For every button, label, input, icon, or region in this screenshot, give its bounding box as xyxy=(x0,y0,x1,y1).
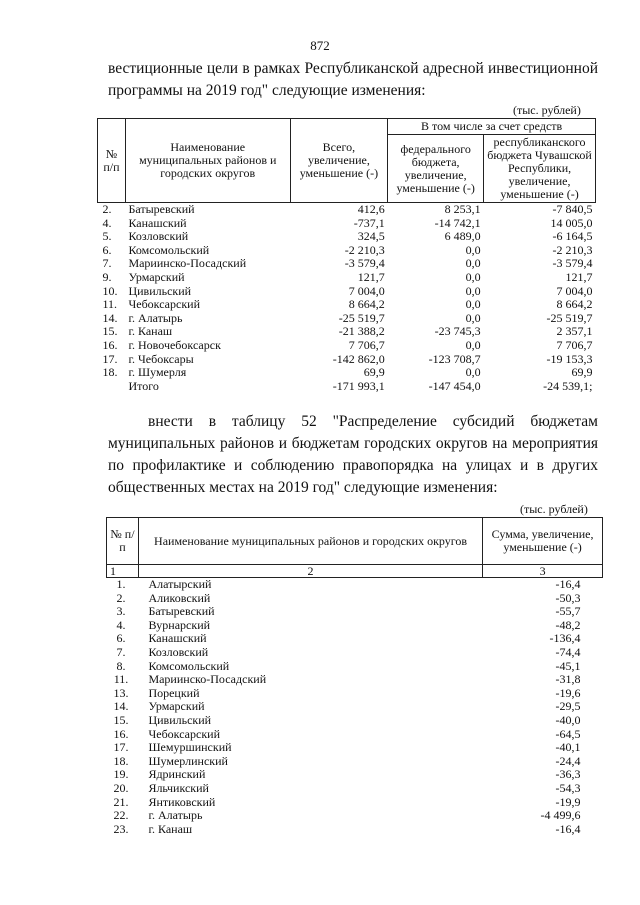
republic-value: -25 519,7 xyxy=(546,310,593,325)
republic-value: 14 005,0 xyxy=(550,215,593,230)
federal-value: 0,0 xyxy=(465,310,481,325)
table-row xyxy=(98,325,596,339)
row-number: 10. xyxy=(102,283,118,298)
investment-changes-table xyxy=(97,118,596,393)
federal-value: 0,0 xyxy=(465,297,481,312)
table2-body xyxy=(107,578,603,837)
row-number: 11. xyxy=(102,297,118,312)
col-header-num: № п/п xyxy=(107,518,139,565)
table-row xyxy=(107,782,603,796)
sum-value: -31,8 xyxy=(555,672,581,687)
federal-value: -123 708,7 xyxy=(428,351,481,366)
federal-value: -23 745,3 xyxy=(434,324,481,339)
table-row xyxy=(107,728,603,742)
table-row xyxy=(107,768,603,782)
republic-value: 7 004,0 xyxy=(556,283,593,298)
district-name: Алатырский xyxy=(148,577,212,591)
district-name: Чебоксарский xyxy=(128,297,200,312)
row-number: 3. xyxy=(116,604,126,619)
table1-body xyxy=(98,203,596,394)
district-name: Шемуршинский xyxy=(148,740,232,755)
district-name: Янтиковский xyxy=(148,794,216,809)
row-number: 8. xyxy=(116,658,126,673)
table-row xyxy=(107,687,603,701)
district-name: Мариинско-Посадский xyxy=(128,256,247,271)
table-row xyxy=(98,380,596,394)
federal-value: 6 489,0 xyxy=(444,229,481,244)
federal-value: 0,0 xyxy=(465,337,481,352)
row-number: 2. xyxy=(102,202,112,216)
district-name: Вурнарский xyxy=(148,617,211,632)
district-name: Комсомольский xyxy=(128,242,210,257)
row-number: 18. xyxy=(113,753,129,768)
sum-value: -4 499,6 xyxy=(540,808,581,823)
district-name: г. Чебоксары xyxy=(128,351,194,366)
district-name: Урмарский xyxy=(148,699,205,714)
total-value: 324,5 xyxy=(357,229,385,244)
sum-value: -48,2 xyxy=(555,617,581,632)
federal-value: 0,0 xyxy=(465,269,481,284)
district-name: Чебоксарский xyxy=(148,726,220,741)
sum-value: -50,3 xyxy=(555,590,581,605)
district-name: г. Алатырь xyxy=(128,310,183,325)
table-row xyxy=(98,339,596,353)
republic-value: -2 210,3 xyxy=(552,242,593,257)
table-row xyxy=(98,203,596,217)
col-header-total: Всего, увеличение, уменьшение (-) xyxy=(290,119,388,203)
col-header-republic: республиканского бюджета Чувашской Республики, увеличение, уменьшение (-) xyxy=(484,135,596,203)
sum-value: -19,6 xyxy=(555,685,581,700)
row-number: 22. xyxy=(113,808,129,823)
district-name: г. Новочебоксарск xyxy=(128,337,221,352)
row-number: 5. xyxy=(102,229,112,244)
total-value: -21 388,2 xyxy=(338,324,385,339)
sum-value: -136,4 xyxy=(549,631,581,646)
table-row xyxy=(107,700,603,714)
sum-value: -29,5 xyxy=(555,699,581,714)
table-row xyxy=(98,353,596,367)
total-value: 412,6 xyxy=(357,202,385,216)
sum-value: -40,1 xyxy=(555,740,581,755)
district-name: Шумерлинский xyxy=(148,753,228,768)
table-row xyxy=(107,796,603,810)
table-row xyxy=(107,605,603,619)
row-number: 17. xyxy=(102,351,118,366)
table-row xyxy=(98,217,596,231)
district-name: Батыревский xyxy=(128,202,195,216)
col-header-num: № п/п xyxy=(98,119,126,203)
row-number: 6. xyxy=(116,631,126,646)
row-number: 15. xyxy=(102,324,118,339)
district-name: Урмарский xyxy=(128,269,185,284)
federal-value: 0,0 xyxy=(465,242,481,257)
row-number: 18. xyxy=(102,365,118,380)
table-row xyxy=(98,230,596,244)
table2-units: (тыс. рублей) xyxy=(520,502,588,516)
district-name: Аликовский xyxy=(148,590,211,605)
row-number: 6. xyxy=(102,242,112,257)
sum-value: -19,9 xyxy=(555,794,581,809)
row-number: 14. xyxy=(113,699,129,714)
republic-value: -6 164,5 xyxy=(552,229,593,244)
district-name: Ядринский xyxy=(148,767,206,782)
district-name: Канашский xyxy=(128,215,187,230)
row-number: 15. xyxy=(113,712,129,727)
republic-value: 8 664,2 xyxy=(556,297,593,312)
republic-value: 2 357,1 xyxy=(556,324,593,339)
row-number: 16. xyxy=(102,337,118,352)
table-row xyxy=(98,285,596,299)
republic-value: 121,7 xyxy=(565,269,593,284)
district-name: г. Канаш xyxy=(128,324,173,339)
row-number: 16. xyxy=(113,726,129,741)
row-number: 4. xyxy=(116,617,126,632)
total-value: 7 706,7 xyxy=(348,337,385,352)
republic-value: -7 840,5 xyxy=(552,202,593,216)
table-row xyxy=(98,298,596,312)
total-value: -142 862,0 xyxy=(332,351,385,366)
district-name: г. Шумерля xyxy=(128,365,187,380)
col-header-federal: федерального бюджета, увеличение, уменьшение (-) xyxy=(388,135,484,203)
republic-value: 7 706,7 xyxy=(556,337,593,352)
table1-units: (тыс. рублей) xyxy=(513,103,581,117)
district-name: Порецкий xyxy=(148,685,200,700)
col-header-name: Наименование муниципальных районов и городских округов xyxy=(125,119,290,203)
district-name: Козловский xyxy=(128,229,189,244)
sum-value: -24,4 xyxy=(555,753,581,768)
row-number: 14. xyxy=(102,310,118,325)
col-header-name: Наименование муниципальных районов и городских округов xyxy=(138,518,482,565)
row-number: 11. xyxy=(113,672,129,687)
district-name: Батыревский xyxy=(148,604,215,619)
table-row xyxy=(107,809,603,823)
subsidy-changes-table xyxy=(106,517,603,836)
district-name: Цивильский xyxy=(128,283,192,298)
sum-value: -16,4 xyxy=(555,577,581,591)
federal-value: 0,0 xyxy=(465,283,481,298)
republic-value: -24 539,1; xyxy=(543,378,593,393)
total-value: 69,9 xyxy=(363,365,385,380)
federal-value: 0,0 xyxy=(465,365,481,380)
table-row xyxy=(107,714,603,728)
row-number: 2. xyxy=(116,590,126,605)
total-value: -2 210,3 xyxy=(344,242,385,257)
table-row xyxy=(107,578,603,592)
row-number: 21. xyxy=(113,794,129,809)
row-number: 9. xyxy=(102,269,112,284)
total-value: -171 993,1 xyxy=(332,378,385,393)
table-row xyxy=(107,755,603,769)
district-name: Цивильский xyxy=(148,712,212,727)
row-number: 7. xyxy=(102,256,112,271)
table-row xyxy=(98,244,596,258)
intro-paragraph: вестиционные цели в рамках Республиканской адресной инвестиционной программы на 2019 год" следующие изменения: xyxy=(108,60,598,99)
total-value: 121,7 xyxy=(357,269,385,284)
federal-value: 0,0 xyxy=(465,256,481,271)
table-row xyxy=(98,257,596,271)
federal-value: -14 742,1 xyxy=(434,215,481,230)
district-name: Козловский xyxy=(148,644,209,659)
table52-paragraph: внести в таблицу 52 "Распределение субсидий бюджетам муниципальных районов и бюджетам городских округов на мероприятия по профилактике и соблюдению правопорядка на улицах и в других общественных местах на 2019 год" следующие изменения: xyxy=(108,413,598,496)
table-row xyxy=(107,660,603,674)
sum-value: -45,1 xyxy=(555,658,581,673)
total-value: -25 519,7 xyxy=(338,310,385,325)
federal-value: 8 253,1 xyxy=(444,202,481,216)
district-name: г. Алатырь xyxy=(148,808,203,823)
table-row xyxy=(107,823,603,837)
colnum-1: 1 xyxy=(107,565,139,578)
district-name: Канашский xyxy=(148,631,207,646)
row-number: 20. xyxy=(113,780,129,795)
page-number: 872 xyxy=(310,38,330,53)
district-name: Комсомольский xyxy=(148,658,230,673)
row-number: 4. xyxy=(102,215,112,230)
sum-value: -40,0 xyxy=(555,712,581,727)
sum-value: -64,5 xyxy=(555,726,581,741)
table-row xyxy=(107,619,603,633)
row-number: 17. xyxy=(113,740,129,755)
total-value: -3 579,4 xyxy=(344,256,385,271)
table-row xyxy=(107,741,603,755)
total-value: 7 004,0 xyxy=(348,283,385,298)
colnum-3: 3 xyxy=(483,565,603,578)
row-number: 19. xyxy=(113,767,129,782)
row-number: 13. xyxy=(113,685,129,700)
table-row xyxy=(107,632,603,646)
total-value: -737,1 xyxy=(353,215,385,230)
total-value: 8 664,2 xyxy=(348,297,385,312)
row-number: 7. xyxy=(116,644,126,659)
table-row xyxy=(98,312,596,326)
col-header-sum: Сумма, увеличение, уменьшение (-) xyxy=(483,518,603,565)
row-number: 1. xyxy=(116,577,126,591)
col-header-group: В том числе за счет средств xyxy=(388,119,596,135)
table-row xyxy=(98,271,596,285)
republic-value: -19 153,3 xyxy=(546,351,593,366)
colnum-2: 2 xyxy=(138,565,482,578)
row-number xyxy=(98,380,126,394)
sum-value: -74,4 xyxy=(555,644,581,659)
sum-value: -54,3 xyxy=(555,780,581,795)
district-name: Мариинско-Посадский xyxy=(148,672,267,687)
sum-value: -16,4 xyxy=(555,821,581,836)
table-row xyxy=(107,673,603,687)
district-name: Итого xyxy=(128,378,159,393)
republic-value: 69,9 xyxy=(571,365,593,380)
sum-value: -55,7 xyxy=(555,604,581,619)
row-number: 23. xyxy=(113,821,129,836)
table-row xyxy=(107,646,603,660)
table-row xyxy=(107,592,603,606)
district-name: Яльчикский xyxy=(148,780,209,795)
republic-value: -3 579,4 xyxy=(552,256,593,271)
sum-value: -36,3 xyxy=(555,767,581,782)
federal-value: -147 454,0 xyxy=(428,378,481,393)
table-row xyxy=(98,366,596,380)
district-name: г. Канаш xyxy=(148,821,193,836)
